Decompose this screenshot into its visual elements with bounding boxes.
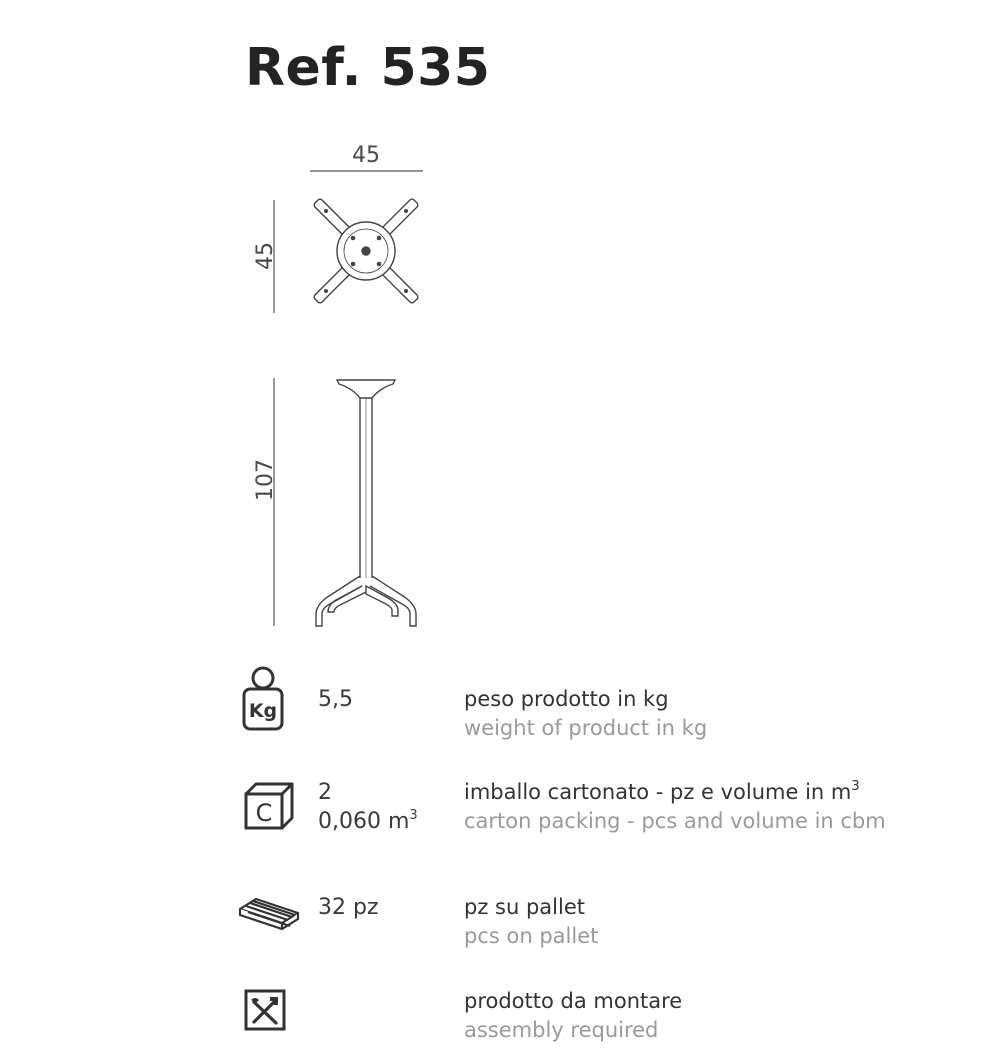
weight-kg-icon <box>236 665 286 737</box>
pallet-description <box>464 893 598 951</box>
carton-desc-en: carton packing - pcs and volume in cbm <box>464 809 886 833</box>
height-label: 107 <box>253 459 278 501</box>
carton-description <box>464 778 886 836</box>
carton-desc-it: imballo cartonato - pz e volume in $m^3$ <box>464 779 860 804</box>
top-depth-label: 45 <box>253 242 278 270</box>
weight-description <box>464 685 707 743</box>
base-side-view <box>316 380 416 626</box>
top-depth-dimension <box>253 200 278 313</box>
weight-value: 5,5 <box>318 687 353 712</box>
pallet-desc-it: pz su pallet <box>464 895 585 919</box>
assembly-desc-en: assembly required <box>464 1018 659 1042</box>
assembly-desc-it: prodotto da montare <box>464 989 683 1013</box>
carton-box-icon <box>236 780 296 838</box>
carton-volume: 0,060 $m^3$ <box>318 808 418 834</box>
top-width-dimension <box>310 143 423 171</box>
carton-pieces: 2 <box>318 780 332 805</box>
height-dimension <box>253 378 278 626</box>
pallet-value: 32 pz <box>318 895 379 920</box>
carton-value <box>318 778 418 836</box>
top-width-label: 45 <box>352 143 380 168</box>
tools-assembly-icon <box>236 987 290 1037</box>
assembly-description <box>464 987 682 1045</box>
base-top-view <box>313 198 419 304</box>
pallet-icon <box>236 891 304 941</box>
weight-desc-it: peso prodotto in kg <box>464 687 669 711</box>
pallet-desc-en: pcs on pallet <box>464 924 599 948</box>
weight-desc-en: weight of product in kg <box>464 716 708 740</box>
svg-text:C: C <box>255 799 273 827</box>
page-title: Ref. 535 <box>245 38 491 98</box>
svg-text:Kg: Kg <box>248 700 278 722</box>
